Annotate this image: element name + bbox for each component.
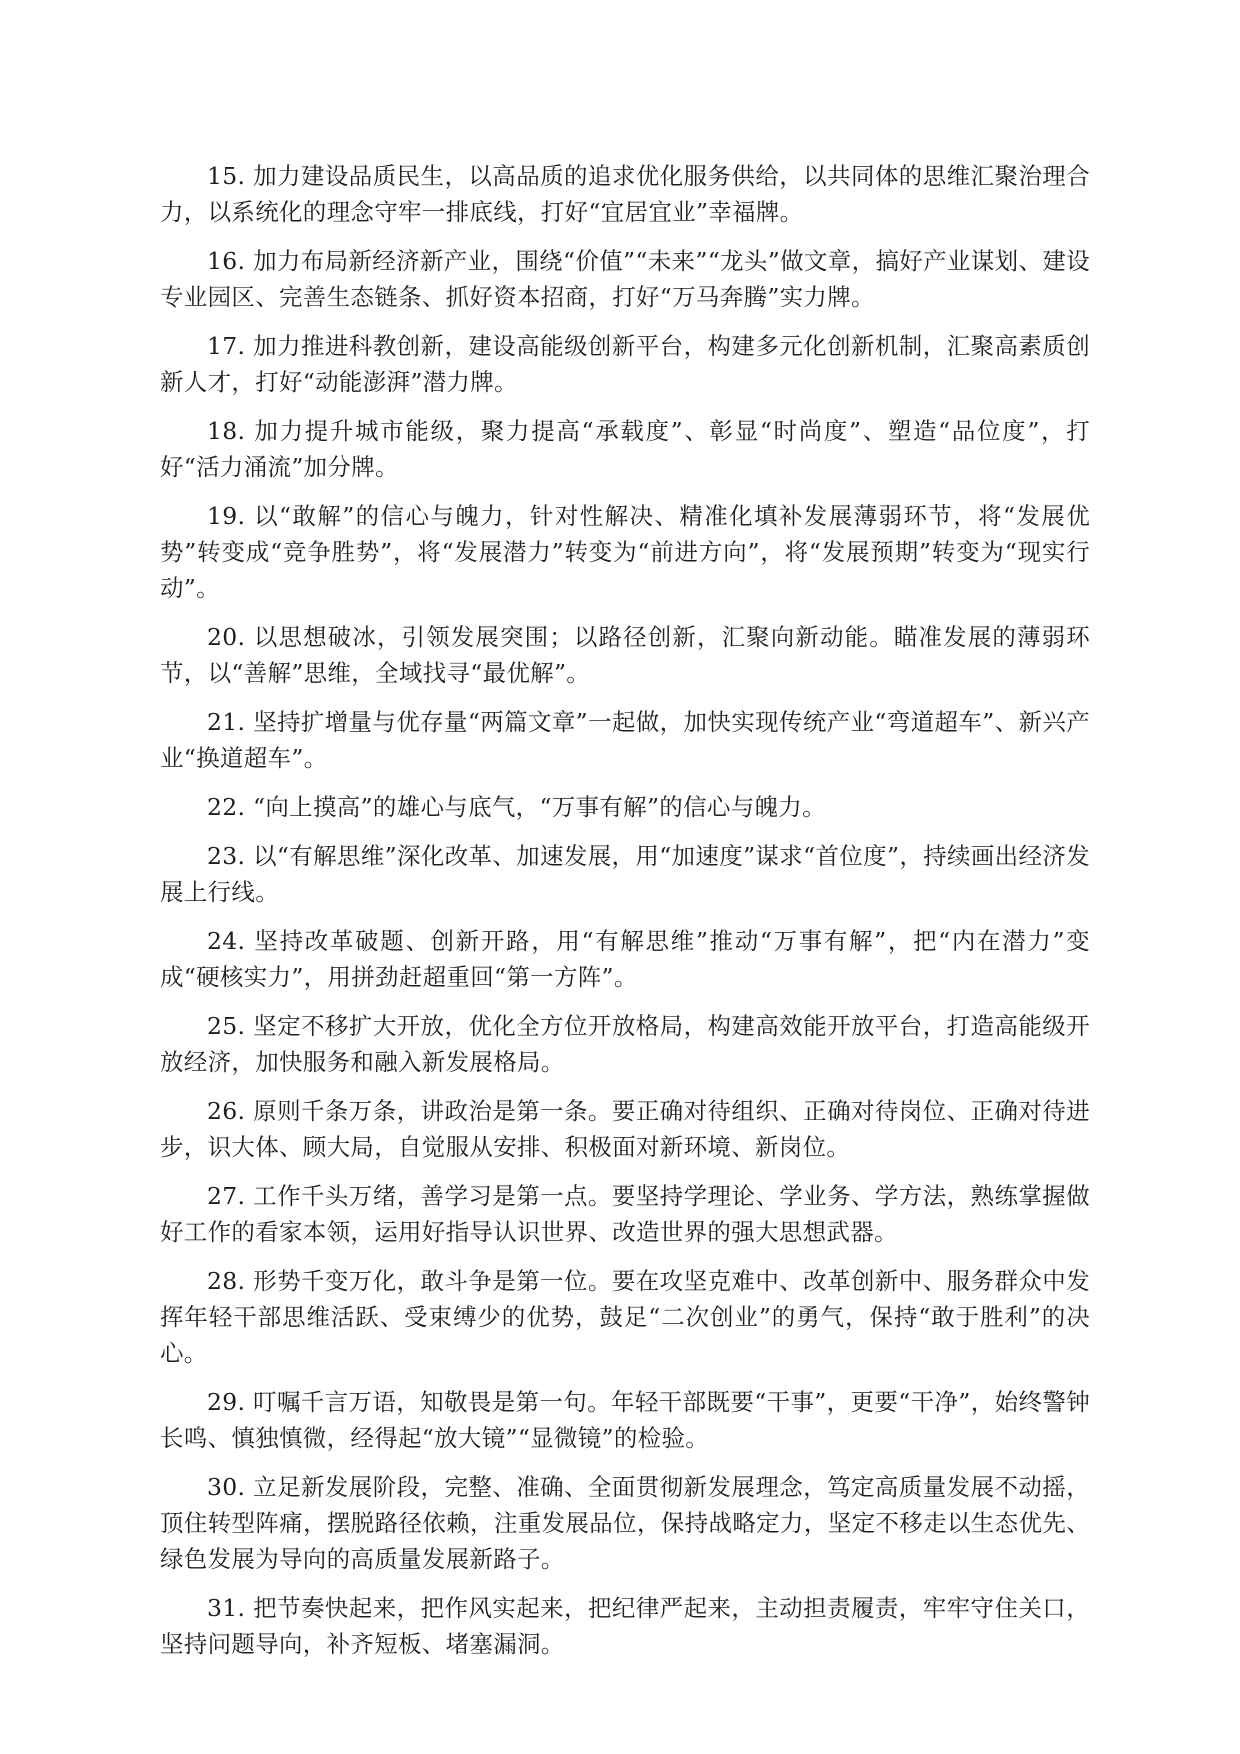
paragraph-29: 29. 叮嘱千言万语，知敬畏是第一句。年轻干部既要“干事”，更要“干净”，始终警钟长鸣、慎独慎微，经得起“放大镜”“显微镜”的检验。 bbox=[160, 1388, 1090, 1452]
paragraph-27: 27. 工作千头万绪，善学习是第一点。要坚持学理论、学业务、学方法，熟练掌握做好工作的看家本领，运用好指导认识世界、改造世界的强大思想武器。 bbox=[160, 1182, 1090, 1246]
paragraph-30: 30. 立足新发展阶段，完整、准确、全面贯彻新发展理念，笃定高质量发展不动摇，顶住转型阵痛，摆脱路径依赖，注重发展品位，保持战略定力，坚定不移走以生态优先、绿色发展为导向的高质量发展新路子。 bbox=[160, 1473, 1090, 1573]
paragraph-19: 19. 以“敢解”的信心与魄力，针对性解决、精准化填补发展薄弱环节，将“发展优势”转变成“竞争胜势”，将“发展潜力”转变为“前进方向”，将“发展预期”转变为“现实行动”。 bbox=[160, 502, 1090, 602]
paragraph-24: 24. 坚持改革破题、创新开路，用“有解思维”推动“万事有解”，把“内在潜力”变成“硬核实力”，用拼劲赶超重回“第一方阵”。 bbox=[160, 927, 1090, 991]
paragraph-20: 20. 以思想破冰，引领发展突围；以路径创新，汇聚向新动能。瞄准发展的薄弱环节，以“善解”思维，全域找寻“最优解”。 bbox=[160, 623, 1090, 687]
paragraph-28: 28. 形势千变万化，敢斗争是第一位。要在攻坚克难中、改革创新中、服务群众中发挥年轻干部思维活跃、受束缚少的优势，鼓足“二次创业”的勇气，保持“敢于胜利”的决心。 bbox=[160, 1267, 1090, 1367]
paragraph-15: 15. 加力建设品质民生，以高品质的追求优化服务供给，以共同体的思维汇聚治理合力，以系统化的理念守牢一排底线，打好“宜居宜业”幸福牌。 bbox=[160, 162, 1090, 226]
paragraph-23: 23. 以“有解思维”深化改革、加速发展，用“加速度”谋求“首位度”，持续画出经济发展上行线。 bbox=[160, 842, 1090, 906]
paragraph-22: 22. “向上摸高”的雄心与底气，“万事有解”的信心与魄力。 bbox=[207, 793, 826, 821]
paragraph-31: 31. 把节奏快起来，把作风实起来，把纪律严起来，主动担责履责，牢牢守住关口，坚持问题导向，补齐短板、堵塞漏洞。 bbox=[160, 1594, 1090, 1658]
paragraph-17: 17. 加力推进科教创新，建设高能级创新平台，构建多元化创新机制，汇聚高素质创新人才，打好“动能澎湃”潜力牌。 bbox=[160, 332, 1090, 396]
paragraph-25: 25. 坚定不移扩大开放，优化全方位开放格局，构建高效能开放平台，打造高能级开放经济，加快服务和融入新发展格局。 bbox=[160, 1012, 1090, 1076]
paragraph-21: 21. 坚持扩增量与优存量“两篇文章”一起做，加快实现传统产业“弯道超车”、新兴产业“换道超车”。 bbox=[160, 708, 1090, 772]
paragraph-16: 16. 加力布局新经济新产业，围绕“价值”“未来”“龙头”做文章，搞好产业谋划、建设专业园区、完善生态链条、抓好资本招商，打好“万马奔腾”实力牌。 bbox=[160, 247, 1090, 311]
document-page bbox=[160, 158, 1090, 1675]
paragraph-18: 18. 加力提升城市能级，聚力提高“承载度”、彰显“时尚度”、塑造“品位度”，打好“活力涌流”加分牌。 bbox=[160, 417, 1090, 481]
paragraph-26: 26. 原则千条万条，讲政治是第一条。要正确对待组织、正确对待岗位、正确对待进步，识大体、顾大局，自觉服从安排、积极面对新环境、新岗位。 bbox=[160, 1097, 1090, 1161]
